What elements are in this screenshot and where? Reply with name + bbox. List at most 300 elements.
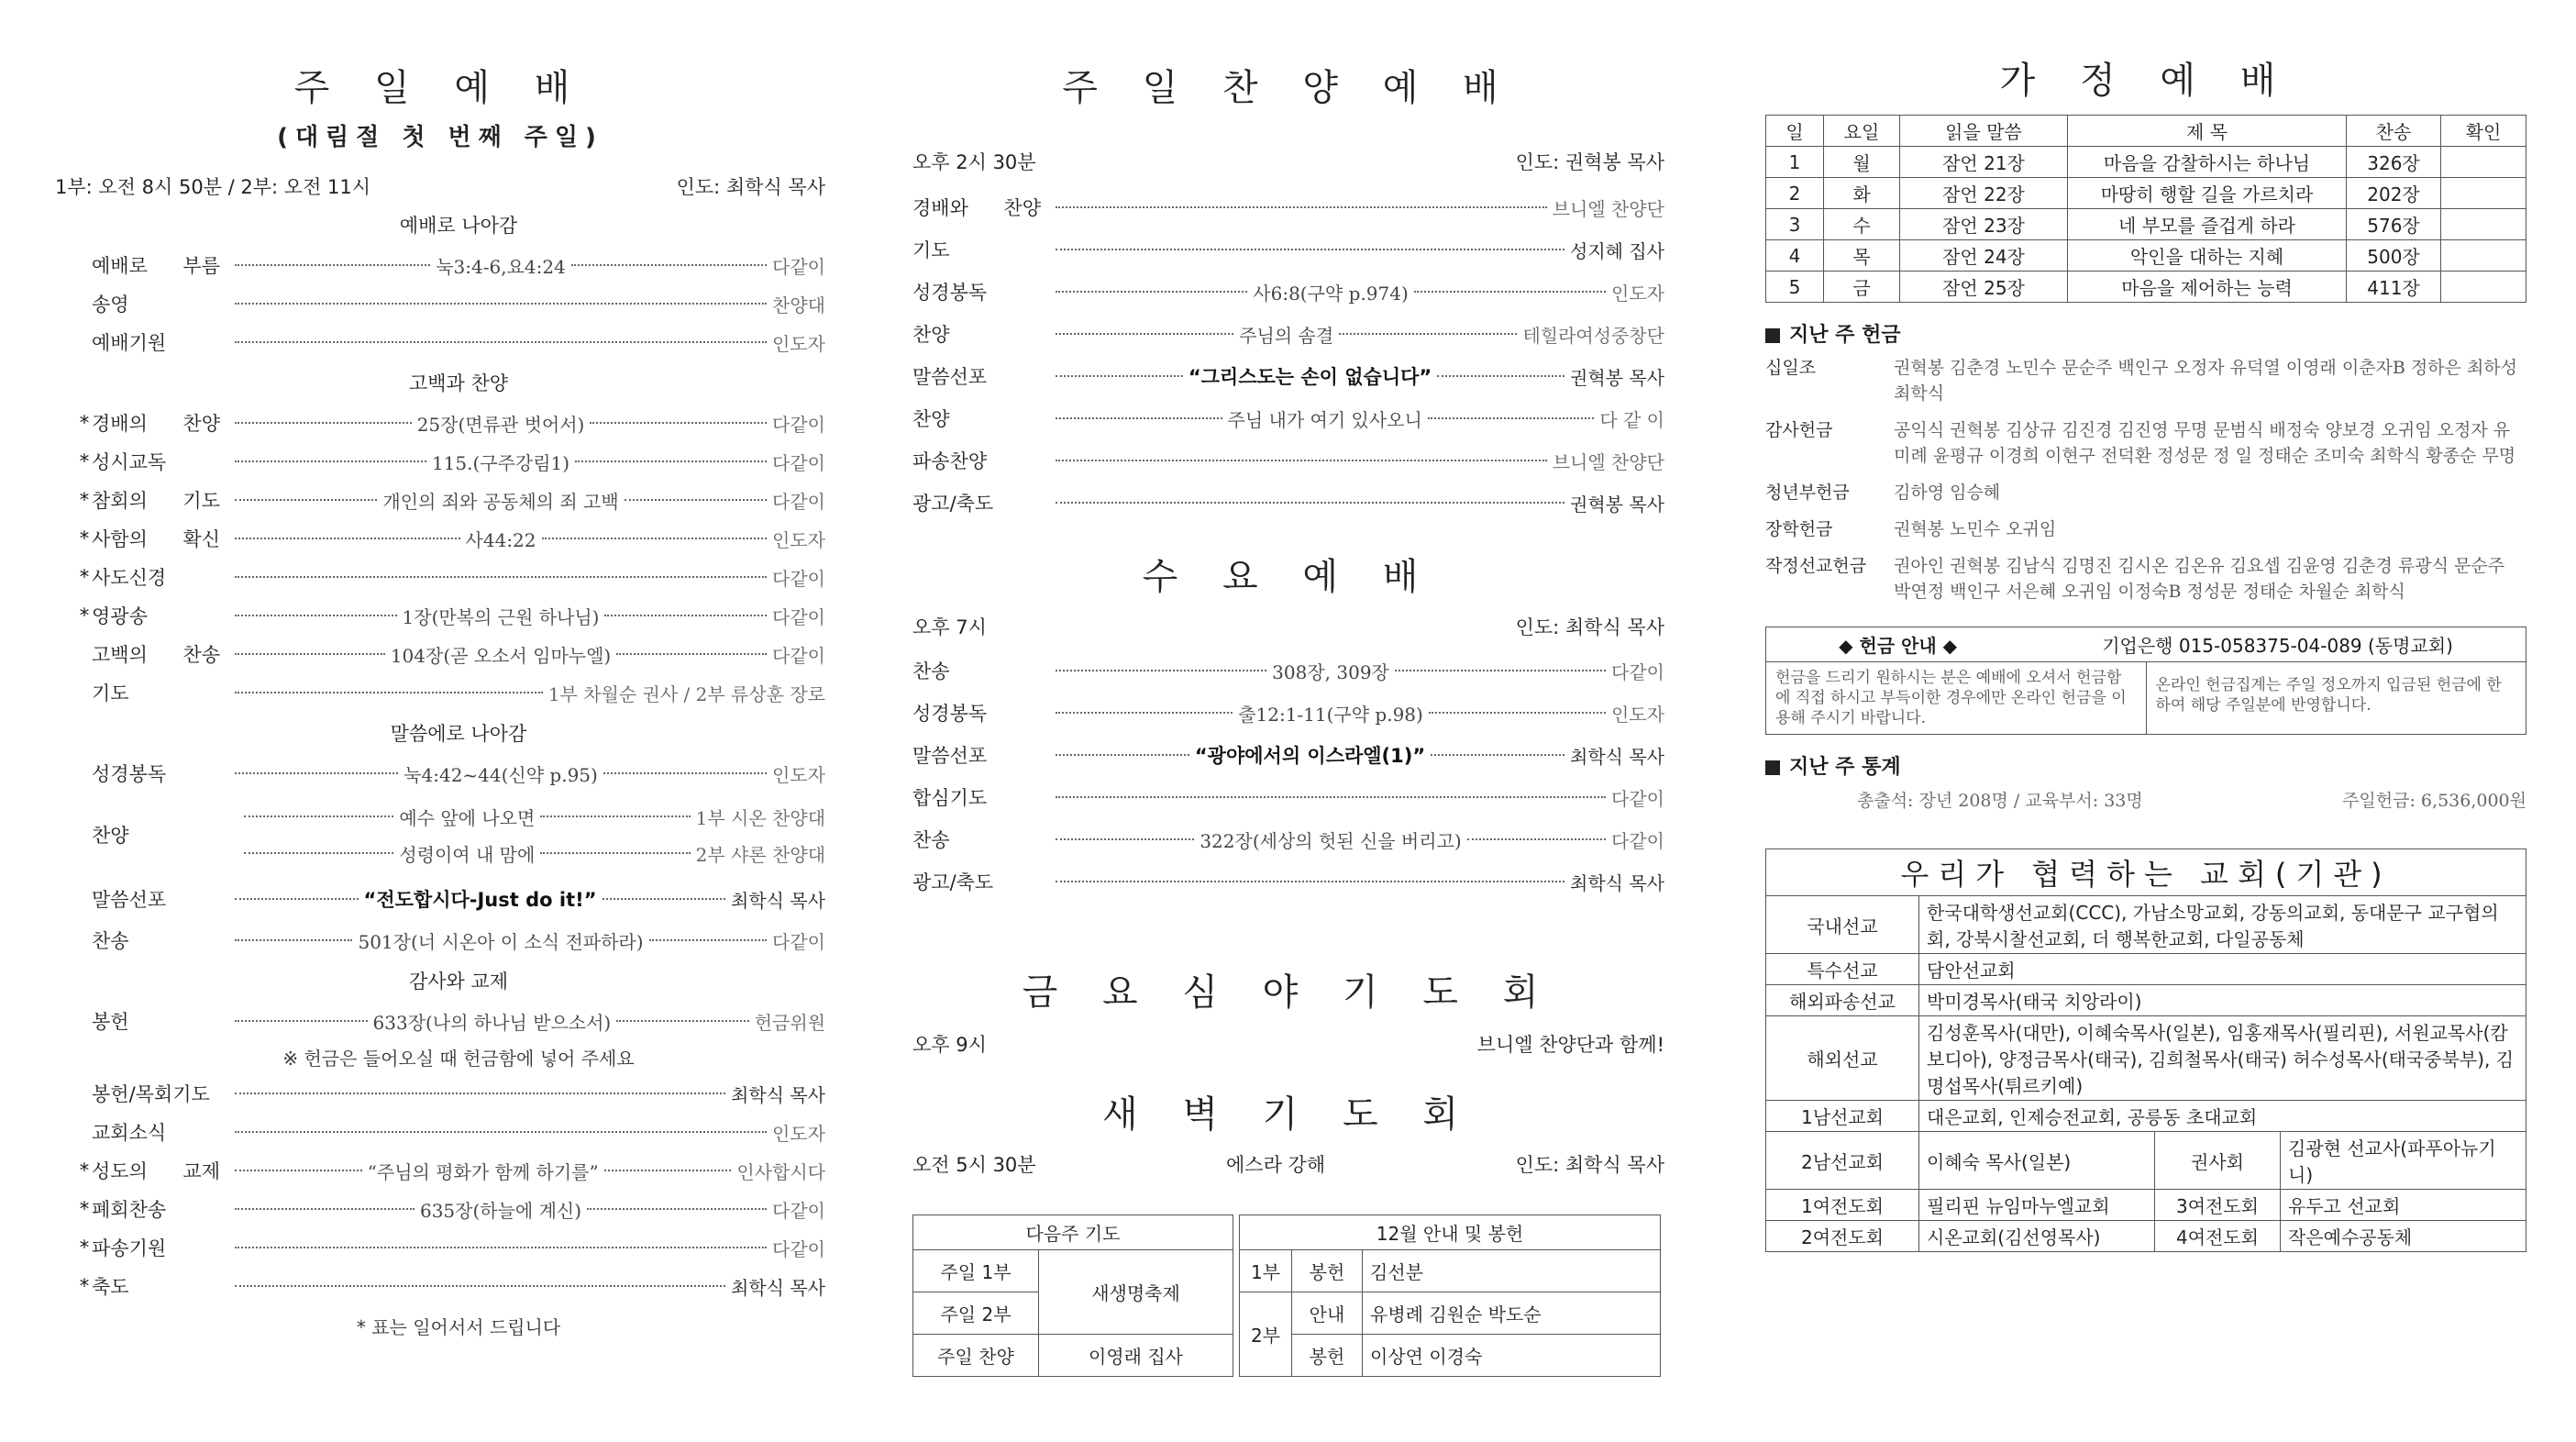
giving-names: 권혁봉 노민수 오귀임 (1894, 519, 2057, 539)
dot-leader (229, 487, 825, 514)
leader-dots (235, 653, 385, 655)
partner-label: 3여전도회 (2155, 1190, 2281, 1221)
family-cell: 월 (1824, 147, 1900, 178)
item-label: 성시교독 (92, 451, 167, 473)
wednesday-title: 수 요 예 배 (1142, 556, 1435, 598)
leader-dots (1467, 838, 1606, 840)
item-who: 인도자 (1611, 282, 1664, 305)
partner-label: 권사회 (2155, 1132, 2281, 1190)
leader-dots (1414, 291, 1606, 293)
weekday-worship-column (912, 0, 1664, 1377)
dawn-title: 새 벽 기 도 회 (1101, 1093, 1476, 1136)
item-label: 기도 (912, 239, 950, 261)
leader-dots (1428, 417, 1595, 419)
offering-who: 헌금위원 (754, 1011, 825, 1034)
giving-label: 장학헌금 (1765, 519, 1833, 539)
item-label: 참회의 기도 (92, 490, 220, 512)
standing-mark: * (79, 527, 90, 549)
stats-offering: 주일헌금: 6,536,000원 (2342, 791, 2526, 811)
family-row (1766, 209, 2526, 240)
item-detail: 25장(면류관 벗어서) (416, 413, 585, 436)
item-who: 인도자 (772, 1122, 825, 1145)
leader-dots (235, 1285, 725, 1287)
item-who: 다같이 (772, 490, 825, 513)
prayer-name: 새생명축제 (1039, 1250, 1233, 1335)
item-detail: 사44:22 (465, 528, 536, 551)
sermon-row (92, 877, 825, 921)
partner-label: 해외선교 (1766, 1016, 1919, 1101)
december-role: 봉헌 (1292, 1335, 1363, 1377)
prayer-name: 이영래 집사 (1039, 1335, 1233, 1377)
item-who: 최학식 목사 (1570, 871, 1664, 894)
item-who: 인도자 (772, 332, 825, 355)
item-label: 찬양 (912, 408, 950, 430)
sunday-section-1 (79, 369, 825, 712)
family-cell: 잠언 23장 (1900, 209, 2068, 240)
dawn-time: 오전 5시 30분 (912, 1154, 1036, 1176)
order-item (912, 692, 1664, 734)
item-label: 광고/축도 (912, 493, 994, 515)
friday-meta (912, 1030, 1664, 1058)
wednesday-meta (912, 613, 1664, 640)
col-check: 확인 (2441, 116, 2526, 147)
item-label: 찬송 (912, 660, 950, 682)
friday-time: 오후 9시 (912, 1034, 987, 1056)
giving-label: 작정선교헌금 (1765, 556, 1867, 576)
next-prayer-table (912, 1215, 1233, 1377)
leader-dots (625, 499, 767, 501)
leader-dots (235, 303, 767, 305)
partner-row (1766, 954, 2526, 985)
item-label: 성경봉독 (912, 282, 988, 304)
offering-note: ※ 헌금은 들어오실 때 헌금함에 넣어 주세요 (282, 1048, 635, 1070)
col-reading: 읽을 말씀 (1900, 116, 2068, 147)
leader-dots (590, 422, 767, 424)
sermon-label: 말씀선포 (92, 889, 167, 911)
item-label: 성도의 교제 (92, 1160, 220, 1182)
leader-dots (1429, 712, 1606, 714)
partner-label: 2여전도회 (1766, 1221, 1919, 1252)
hymn-row (92, 921, 825, 959)
order-item (912, 439, 1664, 482)
partner-label: 2남선교회 (1766, 1132, 1919, 1190)
december-part: 2부 (1240, 1292, 1292, 1377)
partner-text: 필리핀 뉴임마누엘교회 (1919, 1190, 2155, 1221)
item-label: 광고/축도 (912, 871, 994, 893)
stats-row (1765, 787, 2526, 812)
offering-info-right: 온라인 헌금집계는 주일 정오까지 입금된 헌금에 한하여 해당 주일분에 반영합니다. (2155, 676, 2502, 715)
item-label: 찬송 (912, 829, 950, 851)
partner-row (1766, 896, 2526, 954)
item-label: 송영 (92, 294, 129, 316)
item-detail: “주님의 평화가 함께 하기를” (367, 1160, 599, 1183)
order-item (79, 519, 825, 558)
partner-text: 시온교회(김선영목사) (1919, 1221, 2155, 1252)
offering-label: 봉헌 (92, 1011, 129, 1033)
order-item (92, 673, 825, 712)
standing-mark: * (79, 450, 90, 472)
partner-label: 4여전도회 (2155, 1221, 2281, 1252)
order-item (79, 1190, 825, 1228)
order-item (79, 596, 825, 635)
item-who: 다같이 (772, 644, 825, 667)
order-item (912, 776, 1664, 818)
item-detail: 322장(세상의 헛된 신을 버리고) (1200, 829, 1462, 852)
family-cell: 500장 (2347, 240, 2441, 272)
order-item (79, 1267, 825, 1305)
offering-bank: 기업은행 015-058375-04-089 (동명교회) (2102, 635, 2453, 657)
dot-leader (1050, 448, 1664, 474)
praise-leader: 인도: 권혁봉 목사 (1515, 151, 1664, 173)
item-label: 고백의 찬송 (92, 644, 220, 666)
dot-leader (229, 526, 825, 552)
dot-leader (1050, 784, 1664, 811)
choir-group: 1부 시온 찬양대 (695, 806, 825, 829)
item-label: 경배의 찬양 (92, 413, 220, 435)
order-item (912, 860, 1664, 903)
giving-label: 십일조 (1765, 358, 1817, 378)
dot-leader (229, 641, 825, 668)
partner-text: 유두고 선교회 (2281, 1190, 2526, 1221)
item-detail: 104장(곧 오소서 임마누엘) (390, 644, 612, 667)
order-item (92, 754, 825, 793)
leader-dots (1339, 333, 1517, 335)
dot-leader (1050, 405, 1664, 432)
item-label: 말씀선포 (912, 366, 988, 388)
dot-leader (229, 252, 825, 279)
item-who: 다같이 (772, 1237, 825, 1260)
offering-info-left: 헌금을 드리기 원하시는 분은 예배에 오셔서 헌금함에 직접 하시고 부득이한 경우에만 온라인 헌금을 이용해 주시기 바랍니다. (1766, 662, 2147, 734)
item-who: 찬양대 (772, 294, 825, 316)
partner-label: 1남선교회 (1766, 1101, 1919, 1132)
order-item (79, 481, 825, 519)
dawn-leader: 인도: 최학식 목사 (1515, 1154, 1664, 1176)
stats-title-row (1765, 751, 2526, 780)
dot-leader (1050, 194, 1664, 221)
partners-box (1765, 849, 2526, 1252)
choir-group: 2부 샤론 찬양대 (695, 843, 825, 866)
family-cell: 마땅히 행할 길을 가르치라 (2068, 178, 2347, 209)
leader-dots (235, 772, 398, 774)
sunday-leader: 인도: 최학식 목사 (676, 176, 825, 198)
leader-dots (604, 1170, 732, 1171)
order-item (912, 482, 1664, 524)
section-items (92, 754, 825, 793)
leader-dots (235, 341, 767, 343)
giving-names: 권혁봉 김춘경 노민수 문순주 백인구 오정자 유덕열 이영래 이춘자B 정하은 최하성 최학식 (1894, 358, 2518, 404)
section-items (79, 404, 825, 712)
order-item (79, 1151, 825, 1190)
leader-dots (1056, 206, 1547, 208)
family-cell: 금 (1824, 272, 1900, 303)
item-label: 말씀선포 (912, 745, 988, 767)
leader-dots (542, 538, 768, 539)
item-detail: 눅3:4-6,요4:24 (436, 255, 566, 278)
friday-title: 금 요 심 야 기 도 회 (1022, 971, 1555, 1014)
leader-dots (235, 460, 426, 462)
leader-dots (1056, 712, 1233, 714)
dot-leader (229, 449, 825, 475)
item-label: 예배로 부름 (92, 255, 220, 277)
dot-leader (1050, 237, 1664, 263)
item-who: 다같이 (772, 451, 825, 474)
item-detail: “그리스도는 손이 없습니다” (1188, 366, 1432, 388)
giving-names: 김하영 임승혜 (1894, 483, 2001, 503)
december-table (1239, 1215, 1661, 1377)
leader-dots (616, 653, 767, 655)
december-names: 김선분 (1363, 1250, 1661, 1292)
item-who: 1부 차월순 권사 / 2부 류상훈 장로 (547, 682, 825, 705)
item-who: 다같이 (1611, 660, 1664, 683)
section-heading: 말씀에로 나아감 (390, 723, 527, 745)
family-cell: 202장 (2347, 178, 2441, 209)
standing-mark: * (79, 1198, 90, 1220)
item-detail: 308장, 309장 (1272, 660, 1389, 683)
item-detail: 635장(하늘에 계신) (419, 1199, 582, 1222)
praise-items (912, 186, 1664, 524)
choir-lines (229, 798, 825, 871)
order-item (92, 1113, 825, 1151)
family-cell: 네 부모를 즐겁게 하라 (2068, 209, 2347, 240)
praise-time: 오후 2시 30분 (912, 151, 1036, 173)
dot-leader (229, 1119, 825, 1146)
item-who: 최학식 목사 (731, 1276, 825, 1299)
family-cell: 잠언 21장 (1900, 147, 2068, 178)
dot-leader (229, 564, 825, 591)
family-cell: 잠언 25장 (1900, 272, 2068, 303)
dot-leader (1050, 826, 1664, 853)
family-cell: 악인을 대하는 지혜 (2068, 240, 2347, 272)
wednesday-items (912, 649, 1664, 903)
prayer-tables (912, 1215, 1664, 1377)
order-item (79, 558, 825, 596)
offering-row (92, 1002, 825, 1040)
family-giving-column (1765, 0, 2526, 1252)
december-part: 1부 (1240, 1250, 1292, 1292)
partner-row (1766, 1190, 2526, 1221)
giving-group (1765, 553, 2526, 605)
partner-text: 한국대학생선교회(CCC), 가남소망교회, 강동의교회, 동대문구 교구협의회, 강북시찰선교회, 더 행복한교회, 다일공동체 (1919, 896, 2526, 954)
leader-dots (604, 615, 767, 616)
item-label: 축도 (92, 1276, 129, 1298)
item-label: 교회소식 (92, 1122, 167, 1144)
dot-leader (229, 1196, 825, 1223)
order-item (912, 355, 1664, 397)
partner-row (1766, 985, 2526, 1016)
item-who: 인사합시다 (736, 1160, 825, 1183)
leader-dots (1056, 249, 1564, 250)
leader-dots (1056, 460, 1547, 461)
order-item (912, 271, 1664, 313)
prayer-slot: 주일 1부 (913, 1250, 1039, 1292)
col-day: 일 (1766, 116, 1824, 147)
family-cell (2441, 147, 2526, 178)
leader-dots (1056, 502, 1564, 504)
family-cell: 수 (1824, 209, 1900, 240)
item-label: 기도 (92, 682, 129, 704)
family-body (1766, 147, 2526, 303)
family-cell: 576장 (2347, 209, 2441, 240)
leader-dots (1395, 670, 1606, 671)
dot-leader (229, 329, 825, 356)
family-cell (2441, 240, 2526, 272)
december-role: 안내 (1292, 1292, 1363, 1335)
partner-text: 김성훈목사(대만), 이혜숙목사(일본), 임홍재목사(필리핀), 서원교목사(캄보디아), 양정금목사(태국), 김희철목사(태국) 허수성목사(태국중북부), 김명섭목사(튀르키예) (1919, 1016, 2526, 1101)
item-detail: 주님 내가 여기 있사오니 (1227, 408, 1422, 431)
item-label: 성경봉독 (912, 703, 988, 725)
giving-names: 공익식 권혁봉 김상규 김진경 김진영 무명 문범식 배정숙 양보경 오귀임 오정자 유미례 윤평규 이경희 이현구 전덕환 정성문 정 일 정태순 조미숙 최학식 황종순 무명 (1894, 420, 2516, 466)
sunday-title: 주 일 예 배 (293, 67, 587, 109)
choir-label: 찬양 (92, 825, 129, 847)
leader-dots (235, 422, 412, 424)
partner-text: 대은교회, 인제승전교회, 공릉동 초대교회 (1919, 1101, 2526, 1132)
family-cell: 3 (1766, 209, 1824, 240)
leader-dots (575, 460, 767, 462)
partner-row (1766, 1016, 2526, 1101)
wednesday-leader: 인도: 최학식 목사 (1515, 616, 1664, 638)
item-who: 테힐라여성중창단 (1522, 324, 1664, 347)
offering-info-title: ◆ 헌금 안내 ◆ (1839, 635, 1958, 657)
family-cell: 2 (1766, 178, 1824, 209)
item-who: 브니엘 찬양단 (1552, 197, 1664, 220)
leader-dots (235, 1093, 725, 1094)
order-item (912, 818, 1664, 860)
leader-dots (1056, 838, 1194, 840)
order-item (912, 313, 1664, 355)
choir-block (92, 798, 825, 871)
order-item (92, 284, 825, 323)
dot-leader (1050, 869, 1664, 895)
leader-dots (235, 1247, 767, 1248)
item-detail: “광야에서의 이스라엘(1)” (1194, 745, 1426, 767)
giving-group (1765, 516, 2526, 542)
standing-mark: * (79, 1159, 90, 1181)
item-who: 다같이 (772, 413, 825, 436)
giving-names: 권아인 권혁봉 김남식 김명진 김시온 김온유 김요셉 김윤영 김춘경 류광식 문순주 박연정 백인구 서은혜 오귀임 이정숙B 정성문 정태순 차월순 최학식 (1894, 556, 2505, 602)
dot-leader (229, 603, 825, 629)
sunday-order (55, 211, 825, 1339)
stats-title: 지난 주 통계 (1789, 756, 1901, 779)
sunday-section-0 (92, 211, 825, 361)
partner-label: 해외파송선교 (1766, 985, 1919, 1016)
standing-mark: * (79, 489, 90, 511)
order-item (79, 442, 825, 481)
giving-label: 감사헌금 (1765, 420, 1833, 440)
dot-leader (1050, 741, 1664, 769)
dot-leader (1050, 700, 1664, 727)
item-who: 최학식 목사 (731, 1083, 825, 1106)
item-label: 찬양 (912, 324, 950, 346)
leader-dots (235, 538, 460, 539)
family-cell: 마음을 감찰하시는 하나님 (2068, 147, 2347, 178)
partner-row (1766, 1101, 2526, 1132)
item-label: 경배와 찬양 (912, 197, 1041, 219)
standing-mark: * (79, 1275, 90, 1297)
leader-dots (1056, 333, 1233, 335)
dawn-note: 에스라 강해 (1226, 1154, 1326, 1176)
item-label: 폐회찬송 (92, 1199, 167, 1221)
col-hymn: 찬송 (2347, 116, 2441, 147)
item-detail: 1장(만복의 근원 하나님) (402, 605, 600, 628)
item-who: 다같이 (772, 1199, 825, 1222)
square-bullet-icon (1765, 760, 1780, 775)
family-row (1766, 147, 2526, 178)
leader-dots (1056, 375, 1183, 377)
leader-dots (571, 264, 767, 266)
dot-leader (1050, 658, 1664, 684)
item-who: 인도자 (772, 528, 825, 551)
order-item (92, 323, 825, 361)
item-detail: 사6:8(구약 p.974) (1253, 282, 1409, 305)
wednesday-time: 오후 7시 (912, 616, 987, 638)
standing-mark: * (79, 412, 90, 434)
square-bullet-icon (1765, 328, 1780, 343)
order-item (79, 1228, 825, 1267)
family-cell: 목 (1824, 240, 1900, 272)
sunday-section-2 (92, 719, 825, 793)
item-who: 다 같 이 (1599, 408, 1664, 431)
item-detail: 출12:1-11(구약 p.98) (1238, 703, 1423, 726)
section-items (92, 246, 825, 361)
order-item (92, 246, 825, 284)
partner-row (1766, 1221, 2526, 1252)
family-cell (2441, 209, 2526, 240)
item-label: 파송기원 (92, 1237, 167, 1259)
family-cell: 5 (1766, 272, 1824, 303)
dawn-meta (912, 1150, 1664, 1178)
order-item (79, 404, 825, 442)
family-cell: 1 (1766, 147, 1824, 178)
dot-leader (229, 760, 825, 787)
giving-groups (1765, 355, 2526, 605)
leader-dots (235, 264, 430, 266)
item-label: 사함의 확신 (92, 528, 220, 550)
giving-title: 지난 주 헌금 (1789, 324, 1901, 347)
dot-leader (1050, 362, 1664, 390)
leader-dots (1431, 754, 1564, 756)
giving-group (1765, 480, 2526, 505)
family-cell: 잠언 22장 (1900, 178, 2068, 209)
partner-row (1766, 1132, 2526, 1190)
family-worship-table (1765, 115, 2526, 303)
item-detail: 주님의 솜결 (1239, 324, 1334, 347)
partners-title: 우리가 협력하는 교회(기관) (1766, 849, 2526, 896)
item-label: 성경봉독 (92, 763, 167, 785)
partner-text: 김광현 선교사(파푸아뉴기니) (2281, 1132, 2526, 1190)
leader-dots (235, 692, 543, 693)
hymn-who: 다같이 (772, 930, 825, 953)
item-who: 인도자 (1611, 703, 1664, 726)
partner-text: 이혜숙 목사(일본) (1919, 1132, 2155, 1190)
item-who: 권혁봉 목사 (1570, 366, 1664, 389)
item-who: 다같이 (772, 605, 825, 628)
next-prayer-header: 다음주 기도 (913, 1215, 1233, 1250)
sunday-subtitle: (대림절 첫 번째 주일) (277, 124, 603, 151)
leader-dots (235, 1170, 362, 1171)
leader-dots (1056, 291, 1247, 293)
family-row (1766, 272, 2526, 303)
partners-body (1766, 896, 2526, 1251)
order-item (912, 734, 1664, 776)
family-cell: 4 (1766, 240, 1824, 272)
choir-line (229, 835, 825, 871)
partner-text: 박미경목사(태국 치앙라이) (1919, 985, 2526, 1016)
closing-items (79, 1074, 825, 1305)
praise-title: 주 일 찬 양 예 배 (1062, 67, 1515, 109)
dot-leader (229, 1273, 825, 1300)
order-item (92, 635, 825, 673)
partner-label: 특수선교 (1766, 954, 1919, 985)
